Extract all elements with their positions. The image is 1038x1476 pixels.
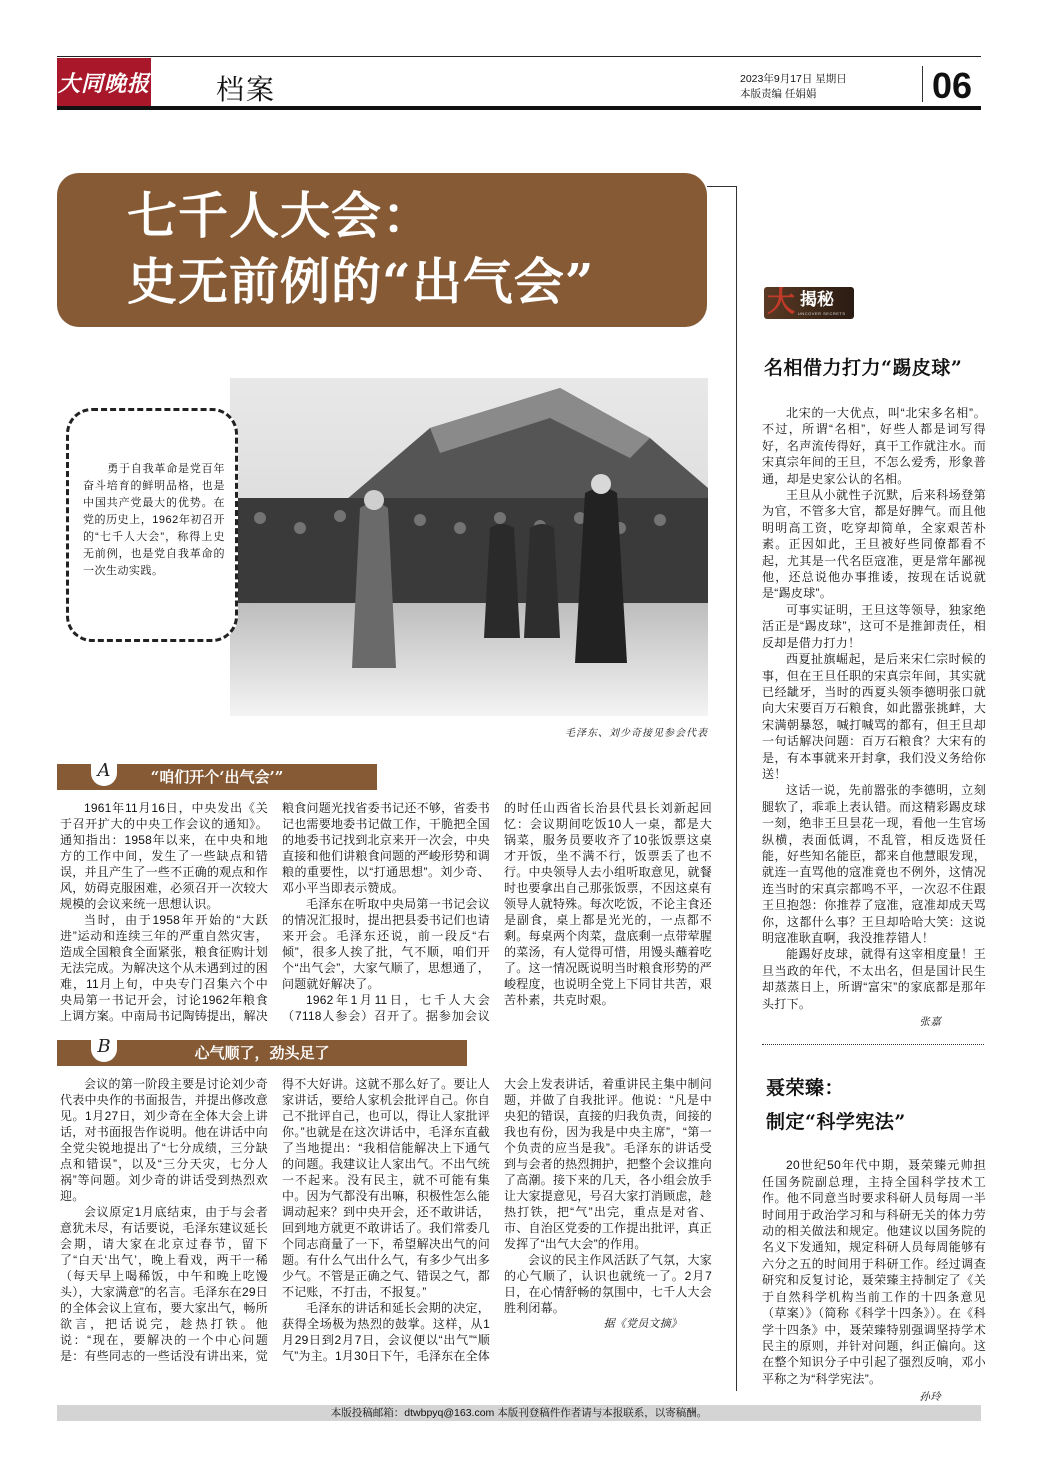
paragraph: 20世纪50年代中期，聂荣臻元帅担任国务院副总理，主持全国科学技术工作。他不同意当时要求科研人员每周一半时间用于政治学习和与科研无关的体力劳动的相关做法和规定。他建议以国务院的名义下发通知，规定科研人员每周能够有六分之五的时间用于科研工作。经过调查研究和反复讨论，聂荣臻主持制定了《关于自然科学机构当前工作的十四条意见（草案）》（简称《科学十四条》）。在《科学十四条》中，聂荣臻特别强调坚持学术民主的原则，并针对问题，纠正偏向。这在整个知识分子中引起了强烈反响，邓小平称之为“科学宪法”。 <box>762 1158 986 1386</box>
paragraph: 这话一说，先前嚣张的李德明，立刻腿软了，乖乖上表认错。而这精彩踢皮球一刻，绝非王旦昙花一现，看他一生官场纵横，表面低调，不乱管，相反选贤任能，好些知名能臣，都来自他慧眼发现，就连一直骂他的寇准竟也不例外，这情况连当时的宋真宗都鸣不平，一次忍不住跟王旦抱怨：你推荐了寇准，寇准却成天骂你，这都什么事？王旦却哈哈大笑：这说明寇准耿直啊，我没推荐错人！ <box>762 783 986 945</box>
section-name: 档案 <box>216 73 277 106</box>
section-a-badge: A <box>91 756 117 786</box>
sidebar-divider <box>762 1044 984 1045</box>
sidebar-article1-body <box>762 405 986 1030</box>
column-logo-text: 揭秘 <box>800 290 834 310</box>
issue-date: 2023年9月17日 星期日 <box>740 73 847 85</box>
paragraph: 王旦从小就性子沉默，后来科场登第为官，不管多大官，都是好脾气。而且他明明高工资，吃穿却简单，全家艰苦朴素。正因如此，王旦被好些同僚都看不起，尤其是一代名臣寇准，更是常年鄙视他，还总说他办事推诿，按现在话说就是“踢皮球”。 <box>762 488 986 601</box>
paragraph: 北宋的一大优点，叫“北宋多名相”。不过，所谓“名相”，好些人都是词写得好，名声流传得好，真干工作就注水。而宋真宗年间的王旦，不怎么爱秀，形象普通，却是史家公认的名相。 <box>762 406 986 486</box>
column-rule <box>736 186 737 1391</box>
headline-line1: 七千人大会： <box>127 186 433 245</box>
paragraph: 会议的第一阶段主要是讨论刘少奇代表中央作的书面报告，并提出修改意见。1月27日，刘少奇在全体大会上讲话，对书面报告作说明。他在讲话中向全党尖锐地提出了“七分成绩，三分缺点和错误”，以及“三分天灾，七分人祸”等问题。刘少奇的讲话受到热烈欢迎。 <box>60 1077 268 1203</box>
masthead-top-rule <box>57 56 981 57</box>
headline-banner <box>57 173 707 327</box>
headline-line2: 史无前例的“出气会” <box>127 252 595 311</box>
paragraph: 毛泽东在听取中央局第一书记会议的情况汇报时，提出把县委书记们也请来开会。毛泽东还说，前一段反“右倾”，很多人挨了批，气不顺，咱们开个“出气会”，大家气顺了，思想通了，问题就好解决了。 <box>282 897 490 991</box>
section-a-heading <box>57 760 377 790</box>
paragraph: 毛泽东的讲话和延长会期的决定，获得全场极为热烈的鼓掌。这样，从1月29日到2月7日，会议便以“出气”“顺气”为主。1月30日下午，毛泽东在全体大会上发表讲话，着重讲民主集中制问题，并做了自我批评。他说：“凡是中央犯的错误，直接的归我负责，间接的我也有份，因为我是中央主席”，“第一个负责的应当是我”。毛泽东的讲话受到与会者的热烈拥护，把整个会议推向了高潮。接下来的几天，各小组会放手让大家提意见，号召大家打消顾虑，趁热打铁，把“气”出完，重点是对省、市、自治区党委的工作提出批评，真正发挥了“出气大会”的作用。 <box>282 1077 712 1363</box>
callout-box <box>66 408 238 642</box>
section-b-body <box>60 1076 712 1364</box>
photo-caption: 毛泽东、刘少奇接见参会代表 <box>565 728 708 739</box>
section-a-body <box>60 800 712 1024</box>
main-articles <box>57 760 712 1364</box>
paragraph: 可事实证明，王旦这等领导，独家绝活正是“踢皮球”，这可不是推卸责任，相反却是借力打力！ <box>762 602 986 650</box>
section-b-title: 心气顺了，劲头足了 <box>194 1044 330 1062</box>
title-line2: 制定“科学宪法” <box>766 1111 906 1134</box>
sidebar <box>762 287 986 1406</box>
date-block <box>740 72 915 102</box>
paragraph: 会议的民主作风活跃了气氛，大家的心气顺了，认识也就统一了。2月7日，在心情舒畅的氛围中，七千人大会胜利闭幕。 <box>504 1253 712 1315</box>
section-b-badge: B <box>91 1032 117 1062</box>
column-logo-char: 大 <box>767 285 796 318</box>
column-rule-top <box>707 186 737 187</box>
news-photo <box>230 378 708 716</box>
column-logo-sub: UNCOVER SECRETS <box>798 311 846 316</box>
newspaper-logo: 大同晚报 <box>57 58 151 106</box>
page-editor: 本版责编 任娟娟 <box>740 88 817 100</box>
paragraph: 能踢好皮球，就得有这宰相度量！王旦当政的年代，不太出名，但是国计民生却蒸蒸日上，所谓“富宋”的家底都是那年头打下。 <box>762 947 986 1011</box>
paragraph: 1962年1月11日，七千人大会（7118人参会）召开了。据参加会议的时任山西省长治县代县长刘新起回忆：会议期间吃饭10人一桌，都是大锅菜，服务员要收齐了10张饭票这桌才开饭，坐不满不行，饭票丢了也不行。中央领导人去小组听取意见，就餐时也要拿出自己那张饭票，不因这桌有领导人就特殊。每次吃饭，不论主食还是副食，桌上都是光光的，一点都不剩。每桌两个肉菜，盘底剩一点带荤腥的菜汤，有人觉得可惜，用馒头蘸着吃了。这一情况既说明当时粮食形势的严峻程度，也说明全党上下同甘共苦，艰苦朴素，共克时艰。 <box>282 801 712 1023</box>
article-author: 孙玲 <box>919 1391 941 1404</box>
page-number: 06 <box>932 65 973 106</box>
sidebar-article1-title: 名相借力打力“踢皮球” <box>764 357 963 379</box>
sidebar-article2-body <box>762 1157 986 1405</box>
footer-bar: 本版投稿邮箱：dtwbpyq@163.com 本版刊登稿件作者请与本报联系，以寄稿酬。 <box>57 1405 981 1421</box>
paragraph: 西夏扯旗崛起，是后来宋仁宗时候的事，但在王旦任职的宋真宗年间，其实就已经龇牙，当时的西夏头领李德明张口就向大宋要百万石粮食，如此嚣张挑衅，大宋满朝暴怒，喊打喊骂的都有，但王旦却一句话解决问题：百万石粮食？大宋有的是，有本事就来开封拿，我们没义务给你送！ <box>762 652 986 781</box>
paragraph: 会议原定1月底结束，由于与会者意犹未尽，有话要说，毛泽东建议延长会期，请大家在北京过春节，留下了“白天‘出气’，晚上看戏，两干一稀（每天早上喝稀饭，中午和晚上吃馒头），大家满意”的名言。毛泽东在29日的全体会议上宣布，要大家出气，畅所欲言，把话说完，趁热打铁。他说：“现在，要解决的一个中心问题是：有些同志的一些话没有讲出来，觉得不大好讲。这就不那么好了。要让人家讲话，要给人家机会批评自己。你自己不批评自己，也可以，得让人家批评你。”也就是在这次讲话中，毛泽东直截了当地提出：“我相信能解决上下通气的问题。我建议让人家出气。不出气统一不起来。没有民主，就不可能有集中。因为气都没有出嘛，积极性怎么能调动起来？到中央开会，还不敢讲话，回到地方就更不敢讲话了。我们常委几个同志商量了一下，希望解决出气的问题。有什么气出什么气，有多少气出多少气。不管是正确之气、错误之气，都不记账，不打击，不报复。” <box>60 1077 490 1363</box>
paragraph: 当时，由于1958年开始的“大跃进”运动和连续三年的严重自然灾害，造成全国粮食全面紧张，粮食征购计划无法完成。为解决这个从未遇到过的困难，11月上旬，中央专门召集六个中央局第一书记开会，讨论1962年粮食上调方案。中南局书记陶铸提出，解决粮食问题光找省委书记还不够，省委书记也需要地委书记做工作，干脆把全国的地委书记找到北京来开一次会，中央直接和他们讲粮食问题的严峻形势和调粮的重要性，以“打通思想”。刘少奇、邓小平当即表示赞成。 <box>60 801 490 1023</box>
section-b-heading <box>57 1036 467 1066</box>
article-source: 据《党员文摘》 <box>603 1318 682 1330</box>
column-logo <box>764 287 854 319</box>
masthead-bottom-rule <box>57 106 981 110</box>
paragraph: 1961年11月16日，中央发出《关于召开扩大的中央工作会议的通知》。通知指出：1958年以来，在中央和地方的工作中间，发生了一些缺点和错误，并且产生了一些不正确的观点和作风，妨碍克服困难，必须召开一次较大规模的会议来统一思想认识。 <box>60 801 268 911</box>
section-a-title: “咱们开个‘出气会’” <box>150 768 284 786</box>
article-author: 张嘉 <box>919 1016 941 1029</box>
masthead-divider <box>922 66 923 102</box>
sidebar-article2-title <box>766 1071 986 1139</box>
title-line1: 聂荣臻： <box>766 1077 845 1100</box>
callout-text: 勇于自我革命是党百年奋斗培育的鲜明品格，也是中国共产党最大的优势。在党的历史上，1962年初召开的“七千人大会”，称得上史无前例，也是党自我革命的一次生动实践。 <box>83 463 225 577</box>
